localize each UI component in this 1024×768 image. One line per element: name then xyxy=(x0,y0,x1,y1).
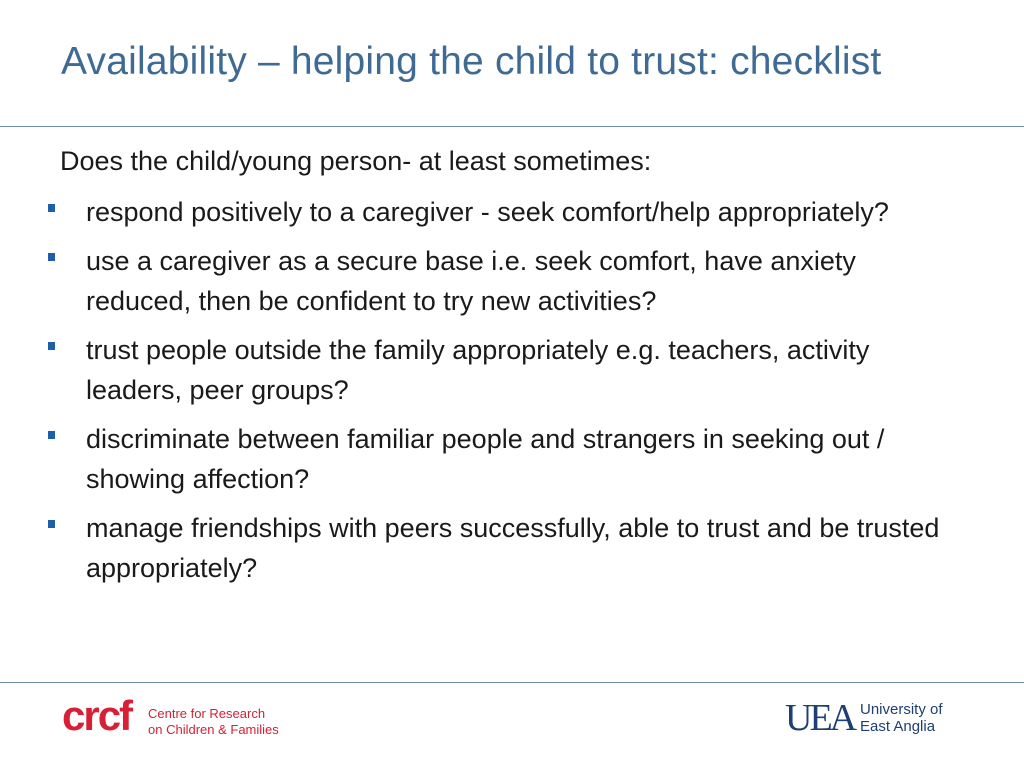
checklist-item xyxy=(0,192,966,232)
square-bullet-icon xyxy=(48,253,55,261)
uea-logo-caption xyxy=(860,701,943,735)
square-bullet-icon xyxy=(48,431,55,439)
crcf-caption-line2: on Children & Families xyxy=(148,722,279,737)
uea-caption-line2: East Anglia xyxy=(860,718,936,735)
crcf-logo-caption xyxy=(148,706,279,738)
checklist-item-text: manage friendships with peers successfully, able to trust and be trusted appropriately? xyxy=(86,513,940,583)
checklist-item-text: trust people outside the family appropriately e.g. teachers, activity leaders, peer groups? xyxy=(86,335,870,405)
uea-caption-line1: University of xyxy=(860,701,943,718)
checklist xyxy=(0,192,966,597)
checklist-item xyxy=(0,241,966,321)
crcf-logo-mark: crcf xyxy=(62,692,132,739)
crcf-caption-line1: Centre for Research xyxy=(148,706,266,721)
checklist-item xyxy=(0,330,966,410)
checklist-item xyxy=(0,419,966,499)
checklist-item xyxy=(0,508,966,588)
slide-title: Availability – helping the child to trust: checklist xyxy=(61,40,882,83)
uea-logo-mark: UEA xyxy=(785,697,855,739)
footer-divider xyxy=(0,682,1024,683)
checklist-item-text: respond positively to a caregiver - seek comfort/help appropriately? xyxy=(86,197,889,227)
square-bullet-icon xyxy=(48,204,55,212)
checklist-item-text: use a caregiver as a secure base i.e. seek comfort, have anxiety reduced, then be confident to try new activities? xyxy=(86,246,856,316)
checklist-item-text: discriminate between familiar people and strangers in seeking out / showing affection? xyxy=(86,424,885,494)
checklist-intro: Does the child/young person- at least sometimes: xyxy=(60,146,652,176)
header-divider xyxy=(0,126,1024,127)
square-bullet-icon xyxy=(48,342,55,350)
square-bullet-icon xyxy=(48,520,55,528)
